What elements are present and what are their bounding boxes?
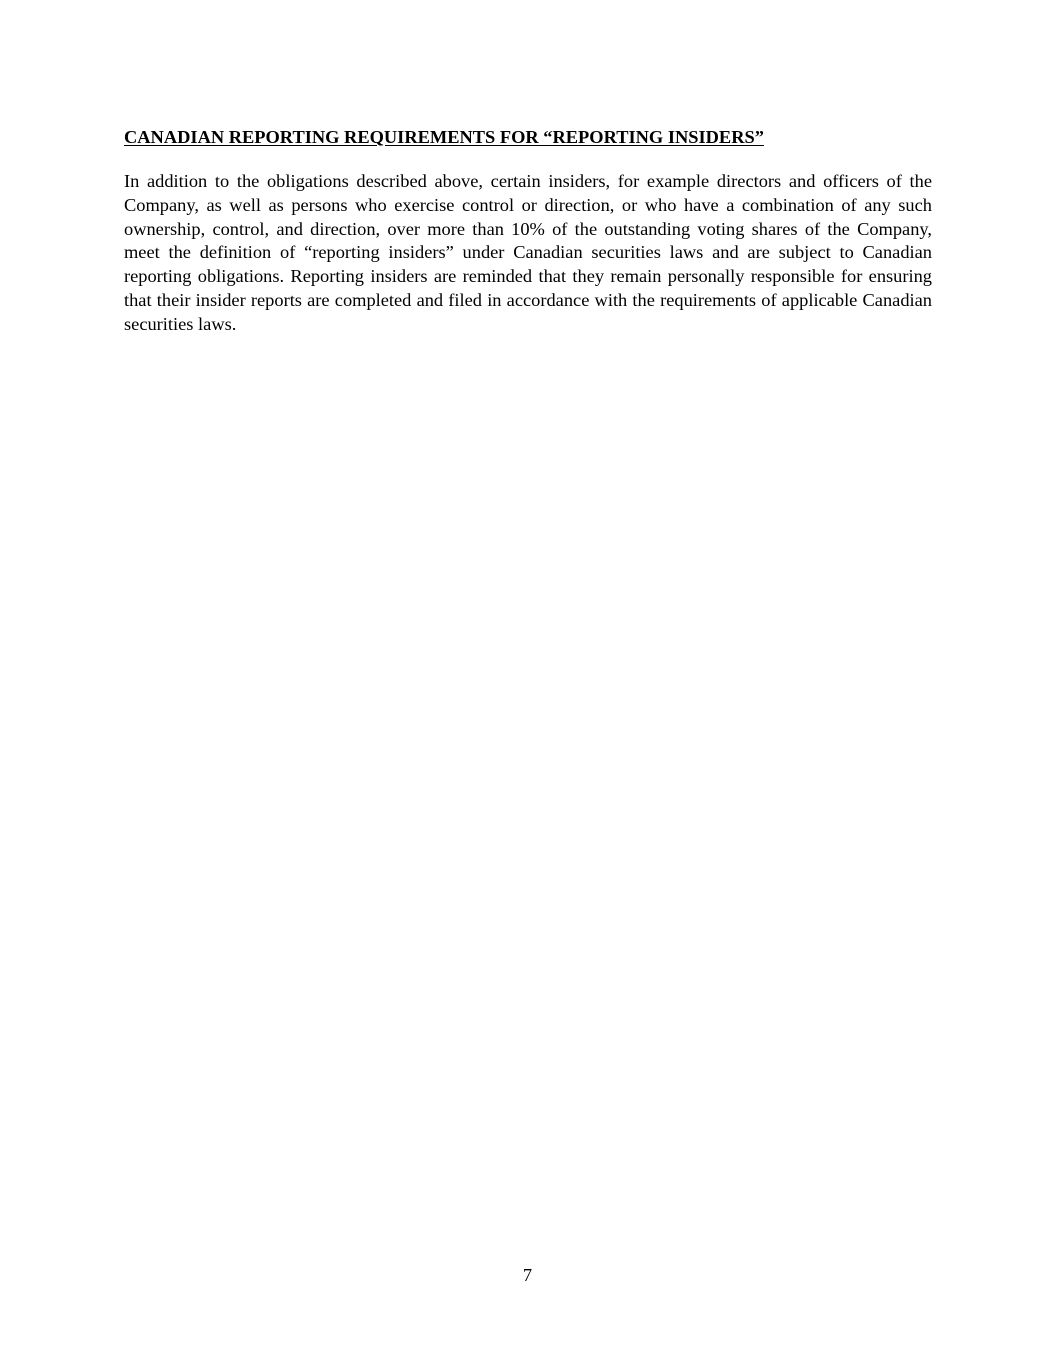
body-paragraph: In addition to the obligations described above, certain insiders, for example directors and officers of the Company, as well as persons who exercise control or direction, or who have a combination of any such ownership, control, and direction, over more than 10% of the outstanding voting shares of the Company, meet the definition of “reporting insiders” under Canadian securities laws and are subject to Canadian reporting obligations. Reporting insiders are reminded that they remain personally responsible for ensuring that their insider reports are completed and filed in accordance with the requirements of applicable Canadian securities laws. <box>124 171 932 334</box>
page-number: 7 <box>522 1265 533 1285</box>
section-heading: CANADIAN REPORTING REQUIREMENTS FOR “REPORTING INSIDERS” <box>124 127 764 147</box>
